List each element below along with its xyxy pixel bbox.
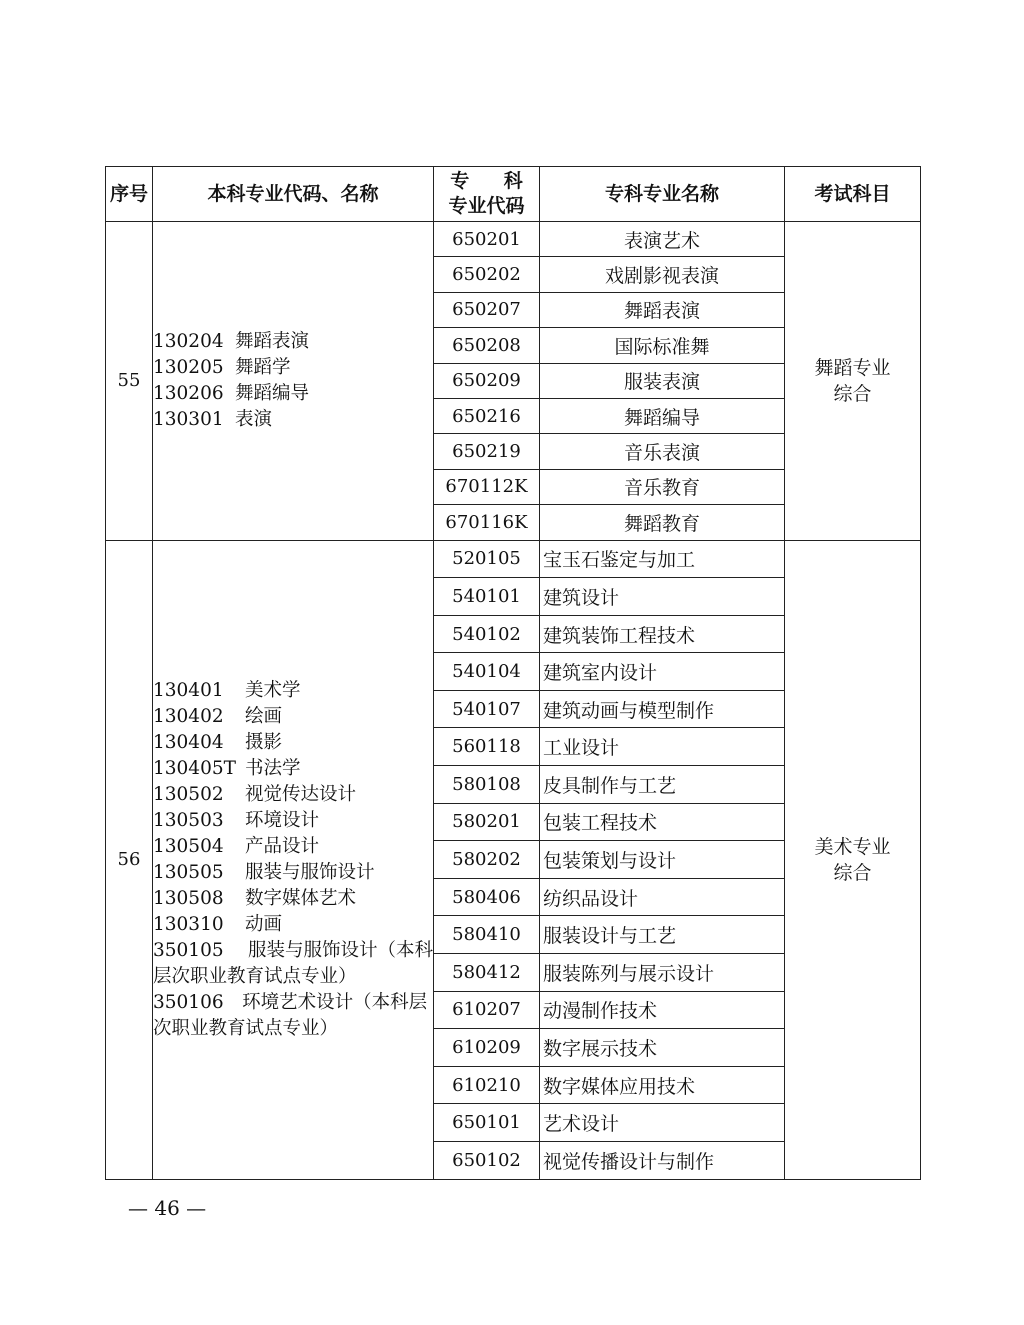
exam-subject-line: 综合 xyxy=(833,861,872,884)
undergrad-item xyxy=(153,756,433,782)
undergrad-code: 130206 xyxy=(153,382,224,404)
undergrad-item xyxy=(153,782,433,808)
table-row xyxy=(106,222,921,257)
undergrad-item xyxy=(153,730,433,756)
zk-name: 工业设计 xyxy=(540,728,785,766)
undergrad-code: 130402 xyxy=(153,705,224,727)
page-number: — 46 — xyxy=(128,1196,207,1220)
undergrad-name: 美术学 xyxy=(245,679,301,701)
undergrad-pilot-item: 350106 环境艺术设计（本科层次职业教育试点专业） xyxy=(153,991,428,1039)
undergrad-code: 130405T xyxy=(153,757,236,779)
undergrad-name: 动画 xyxy=(245,913,283,935)
undergrad-name: 产品设计 xyxy=(245,835,320,857)
zk-code: 540104 xyxy=(434,653,540,691)
undergrad-name: 书法学 xyxy=(245,757,301,779)
zk-code: 650207 xyxy=(434,292,540,327)
undergrad-code: 130503 xyxy=(153,809,224,831)
undergrad-name: 舞蹈学 xyxy=(235,356,291,378)
zk-name: 表演艺术 xyxy=(540,222,785,257)
row-seq: 56 xyxy=(106,540,153,1179)
undergrad-item xyxy=(153,808,433,834)
zk-code: 520105 xyxy=(434,540,540,578)
zk-code: 580201 xyxy=(434,803,540,841)
zk-code: 650102 xyxy=(434,1142,540,1180)
zk-name: 建筑室内设计 xyxy=(540,653,785,691)
zk-name: 服装表演 xyxy=(540,363,785,398)
exam-subject xyxy=(785,540,921,1179)
undergrad-name: 数字媒体艺术 xyxy=(245,887,357,909)
header-zk-code xyxy=(434,167,540,222)
zk-code: 580410 xyxy=(434,916,540,954)
undergrad-item xyxy=(153,704,433,730)
undergrad-name: 服装与服饰设计 xyxy=(245,861,375,883)
undergrad-code: 130502 xyxy=(153,783,224,805)
zk-name: 戏剧影视表演 xyxy=(540,257,785,292)
zk-code: 580202 xyxy=(434,841,540,879)
undergrad-code: 130205 xyxy=(153,356,224,378)
zk-name: 皮具制作与工艺 xyxy=(540,766,785,804)
zk-name: 舞蹈编导 xyxy=(540,398,785,433)
zk-code: 540101 xyxy=(434,578,540,616)
undergrad-code: 130401 xyxy=(153,679,224,701)
exam-subject-line: 美术专业 xyxy=(814,835,891,858)
zk-code: 610209 xyxy=(434,1029,540,1067)
undergrad-list xyxy=(153,540,434,1179)
zk-code: 650219 xyxy=(434,434,540,469)
zk-name: 国际标准舞 xyxy=(540,328,785,363)
zk-name: 音乐表演 xyxy=(540,434,785,469)
zk-code: 580412 xyxy=(434,954,540,992)
zk-name: 建筑装饰工程技术 xyxy=(540,615,785,653)
zk-code: 650101 xyxy=(434,1104,540,1142)
zk-code: 610210 xyxy=(434,1066,540,1104)
header-seq: 序号 xyxy=(106,167,153,222)
undergrad-list xyxy=(153,222,434,541)
zk-code: 580108 xyxy=(434,766,540,804)
zk-code: 650202 xyxy=(434,257,540,292)
zk-code: 650201 xyxy=(434,222,540,257)
undergrad-item xyxy=(153,329,433,355)
zk-name: 舞蹈表演 xyxy=(540,292,785,327)
undergrad-item xyxy=(153,381,433,407)
header-zk-name: 专科专业名称 xyxy=(540,167,785,222)
undergrad-code: 130404 xyxy=(153,731,224,753)
zk-name: 动漫制作技术 xyxy=(540,991,785,1029)
undergrad-item xyxy=(153,860,433,886)
zk-code: 670112K xyxy=(434,469,540,504)
undergrad-code: 130310 xyxy=(153,913,224,935)
zk-name: 数字媒体应用技术 xyxy=(540,1066,785,1104)
zk-code: 670116K xyxy=(434,505,540,540)
zk-name: 视觉传播设计与制作 xyxy=(540,1142,785,1180)
table-row xyxy=(106,540,921,578)
zk-name: 宝玉石鉴定与加工 xyxy=(540,540,785,578)
zk-name: 音乐教育 xyxy=(540,469,785,504)
zk-code: 540102 xyxy=(434,615,540,653)
undergrad-name: 绘画 xyxy=(245,705,283,727)
undergrad-item xyxy=(153,912,433,938)
zk-name: 数字展示技术 xyxy=(540,1029,785,1067)
undergrad-code: 130504 xyxy=(153,835,224,857)
zk-name: 艺术设计 xyxy=(540,1104,785,1142)
zk-name: 包装策划与设计 xyxy=(540,841,785,879)
zk-code: 580406 xyxy=(434,878,540,916)
undergrad-item xyxy=(153,886,433,912)
zk-code: 650209 xyxy=(434,363,540,398)
undergrad-code: 130505 xyxy=(153,861,224,883)
undergrad-name: 表演 xyxy=(235,408,273,430)
undergrad-item xyxy=(153,355,433,381)
zk-name: 建筑设计 xyxy=(540,578,785,616)
undergrad-item xyxy=(153,678,433,704)
zk-code: 650216 xyxy=(434,398,540,433)
exam-subject-line: 舞蹈专业 xyxy=(814,356,891,379)
header-row xyxy=(106,167,921,222)
undergrad-item xyxy=(153,834,433,860)
row-seq: 55 xyxy=(106,222,153,541)
header-zk-code-line1: 专 科 xyxy=(450,170,537,192)
header-exam: 考试科目 xyxy=(785,167,921,222)
zk-name: 包装工程技术 xyxy=(540,803,785,841)
undergrad-name: 舞蹈表演 xyxy=(235,330,310,352)
undergrad-name: 环境设计 xyxy=(245,809,320,831)
undergrad-pilot-item: 350105 服装与服饰设计（本科层次职业教育试点专业） xyxy=(153,939,434,987)
zk-name: 建筑动画与模型制作 xyxy=(540,690,785,728)
undergrad-name: 摄影 xyxy=(245,731,283,753)
zk-name: 舞蹈教育 xyxy=(540,505,785,540)
zk-name: 服装陈列与展示设计 xyxy=(540,954,785,992)
undergrad-code: 130508 xyxy=(153,887,224,909)
zk-name: 服装设计与工艺 xyxy=(540,916,785,954)
undergrad-code: 130301 xyxy=(153,408,224,430)
header-zk-code-line2: 专业代码 xyxy=(448,195,525,217)
undergrad-name: 舞蹈编导 xyxy=(235,382,310,404)
zk-code: 560118 xyxy=(434,728,540,766)
zk-name: 纺织品设计 xyxy=(540,878,785,916)
exam-subject-line: 综合 xyxy=(833,382,872,405)
undergrad-code: 130204 xyxy=(153,330,224,352)
undergrad-name: 视觉传达设计 xyxy=(245,783,357,805)
majors-table xyxy=(105,166,921,1180)
header-undergrad: 本科专业代码、名称 xyxy=(153,167,434,222)
undergrad-item xyxy=(153,407,433,433)
zk-code: 610207 xyxy=(434,991,540,1029)
zk-code: 540107 xyxy=(434,690,540,728)
zk-code: 650208 xyxy=(434,328,540,363)
exam-subject xyxy=(785,222,921,541)
